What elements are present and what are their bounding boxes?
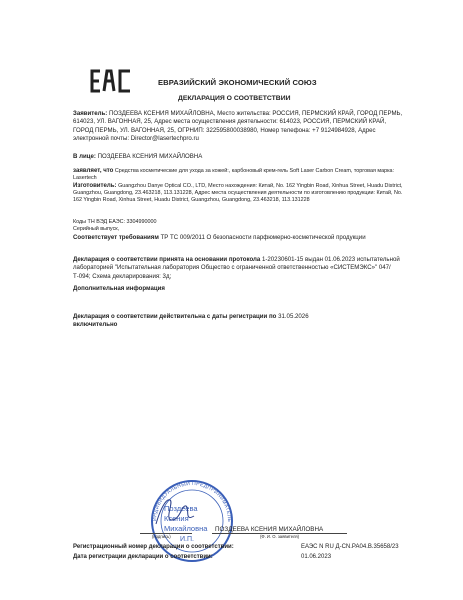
- registration-date-value: 01.06.2023: [301, 554, 332, 560]
- compliance-block: [73, 234, 408, 242]
- declares-block: [73, 167, 408, 182]
- in-person-block: [73, 153, 408, 161]
- registration-number-value: ЕАЭС N RU Д-CN.РА04.В.35658/23: [301, 544, 399, 550]
- stamp-line-2: Ксения: [164, 514, 189, 523]
- additional-info: Дополнительная информация: [73, 285, 165, 292]
- compliance-text: ТР ТС 009/2011 О безопасности парфюмерно-косметической продукции: [160, 234, 366, 241]
- declares-text: Средства косметические для ухода за кожей:, карбоновый крем-гель Soft Laser Carbon Cream, торговая марка: Lasertech: [73, 168, 395, 182]
- validity-date: 31.05.2026: [278, 313, 309, 320]
- validity-block: [73, 313, 408, 330]
- stamp-line-3: Михайловна: [164, 524, 208, 533]
- in-person-label: В лице:: [73, 153, 96, 160]
- stamp-line-4: И.П.: [180, 536, 194, 543]
- eac-logo: [90, 69, 134, 93]
- stamp-ring-text: ИНДИВИДУАЛЬНЫЙ ПРЕДПРИНИМАТЕЛЬ: [151, 480, 233, 523]
- applicant-text: ПОЗДЕЕВА КСЕНИЯ МИХАЙЛОВНА, Место жительства: РОССИЯ, ПЕРМСКИЙ КРАЙ, ГОРОД ПЕРМЬ, 614023, УЛ. ВАГОННАЯ, 25, Адрес места осуществления деятельности: 614023, РОССИЯ, ПЕРМСКИЙ КРАЙ, ГОРОД ПЕРМЬ, УЛ. ВАГОННАЯ, 25, ОГРНИП: 322595800038980, Номер телефона: +7 9124984928, Адрес электронной почты: Director@lasertechpro.ru: [73, 110, 403, 143]
- document-title: ДЕКЛАРАЦИЯ О СООТВЕТСТВИИ: [178, 95, 291, 102]
- basis-text: 1-20230601-15 выдан 01.06.2023 испытательной лабораторией "Испытательная лаборатория Общество с ограниченной ответственностью «СИСТЕМЭКС»" 047/Т-094; Схема декларирования: 3д;: [73, 256, 400, 280]
- registration-date-label: Дата регистрации декларации о соответствии:: [73, 554, 213, 560]
- signer-name: ПОЗДЕЕВА КСЕНИЯ МИХАЙЛОВНА: [215, 526, 324, 533]
- applicant-block: [73, 110, 408, 144]
- registration-number-label: Регистрационный номер декларации о соответствии:: [73, 544, 234, 550]
- manufacturer-block: [73, 182, 408, 205]
- basis-block: [73, 256, 408, 281]
- union-title: ЕВРАЗИЙСКИЙ ЭКОНОМИЧЕСКИЙ СОЮЗ: [158, 78, 317, 87]
- compliance-label: Соответствует требованиям: [73, 234, 159, 241]
- tn-ved-codes: Коды ТН ВЭД ЕАЭС: 3304990000: [73, 219, 157, 225]
- validity-suffix: включительно: [73, 321, 118, 329]
- stamp-line-1: Поздеева: [164, 504, 198, 513]
- handwritten-signature: [150, 490, 200, 530]
- serial-release: Серийный выпуск,: [73, 226, 120, 232]
- validity-label: Декларация о соответствии действительна с даты регистрации по: [73, 313, 277, 320]
- in-person-text: ПОЗДЕЕВА КСЕНИЯ МИХАЙЛОВНА: [97, 153, 203, 160]
- applicant-label: Заявитель:: [73, 110, 108, 117]
- manufacturer-label: Изготовитель:: [73, 182, 117, 189]
- signature-caption: (подпись): [152, 534, 171, 539]
- declares-label: заявляет, что: [73, 167, 114, 174]
- basis-label: Декларация о соответствии принята на основании протокола: [73, 256, 261, 263]
- manufacturer-text: Guangzhou Danye Optical CO., LTD, Место нахождения: Китай, No. 162 Yingbin Road, Xinhua Street, Huadu District, Guangzhou, Guangdong, 23.463218, 113.131228, Адрес места осуществления деятельности по изготовлению продукции: Китай, No. 162 Yingbin Road, Xinhua Street, Huadu District, Guangzhou, Guangdong, 23.463218, 113.131228: [73, 183, 403, 204]
- name-caption: (Ф. И. О. заявителя): [260, 534, 300, 539]
